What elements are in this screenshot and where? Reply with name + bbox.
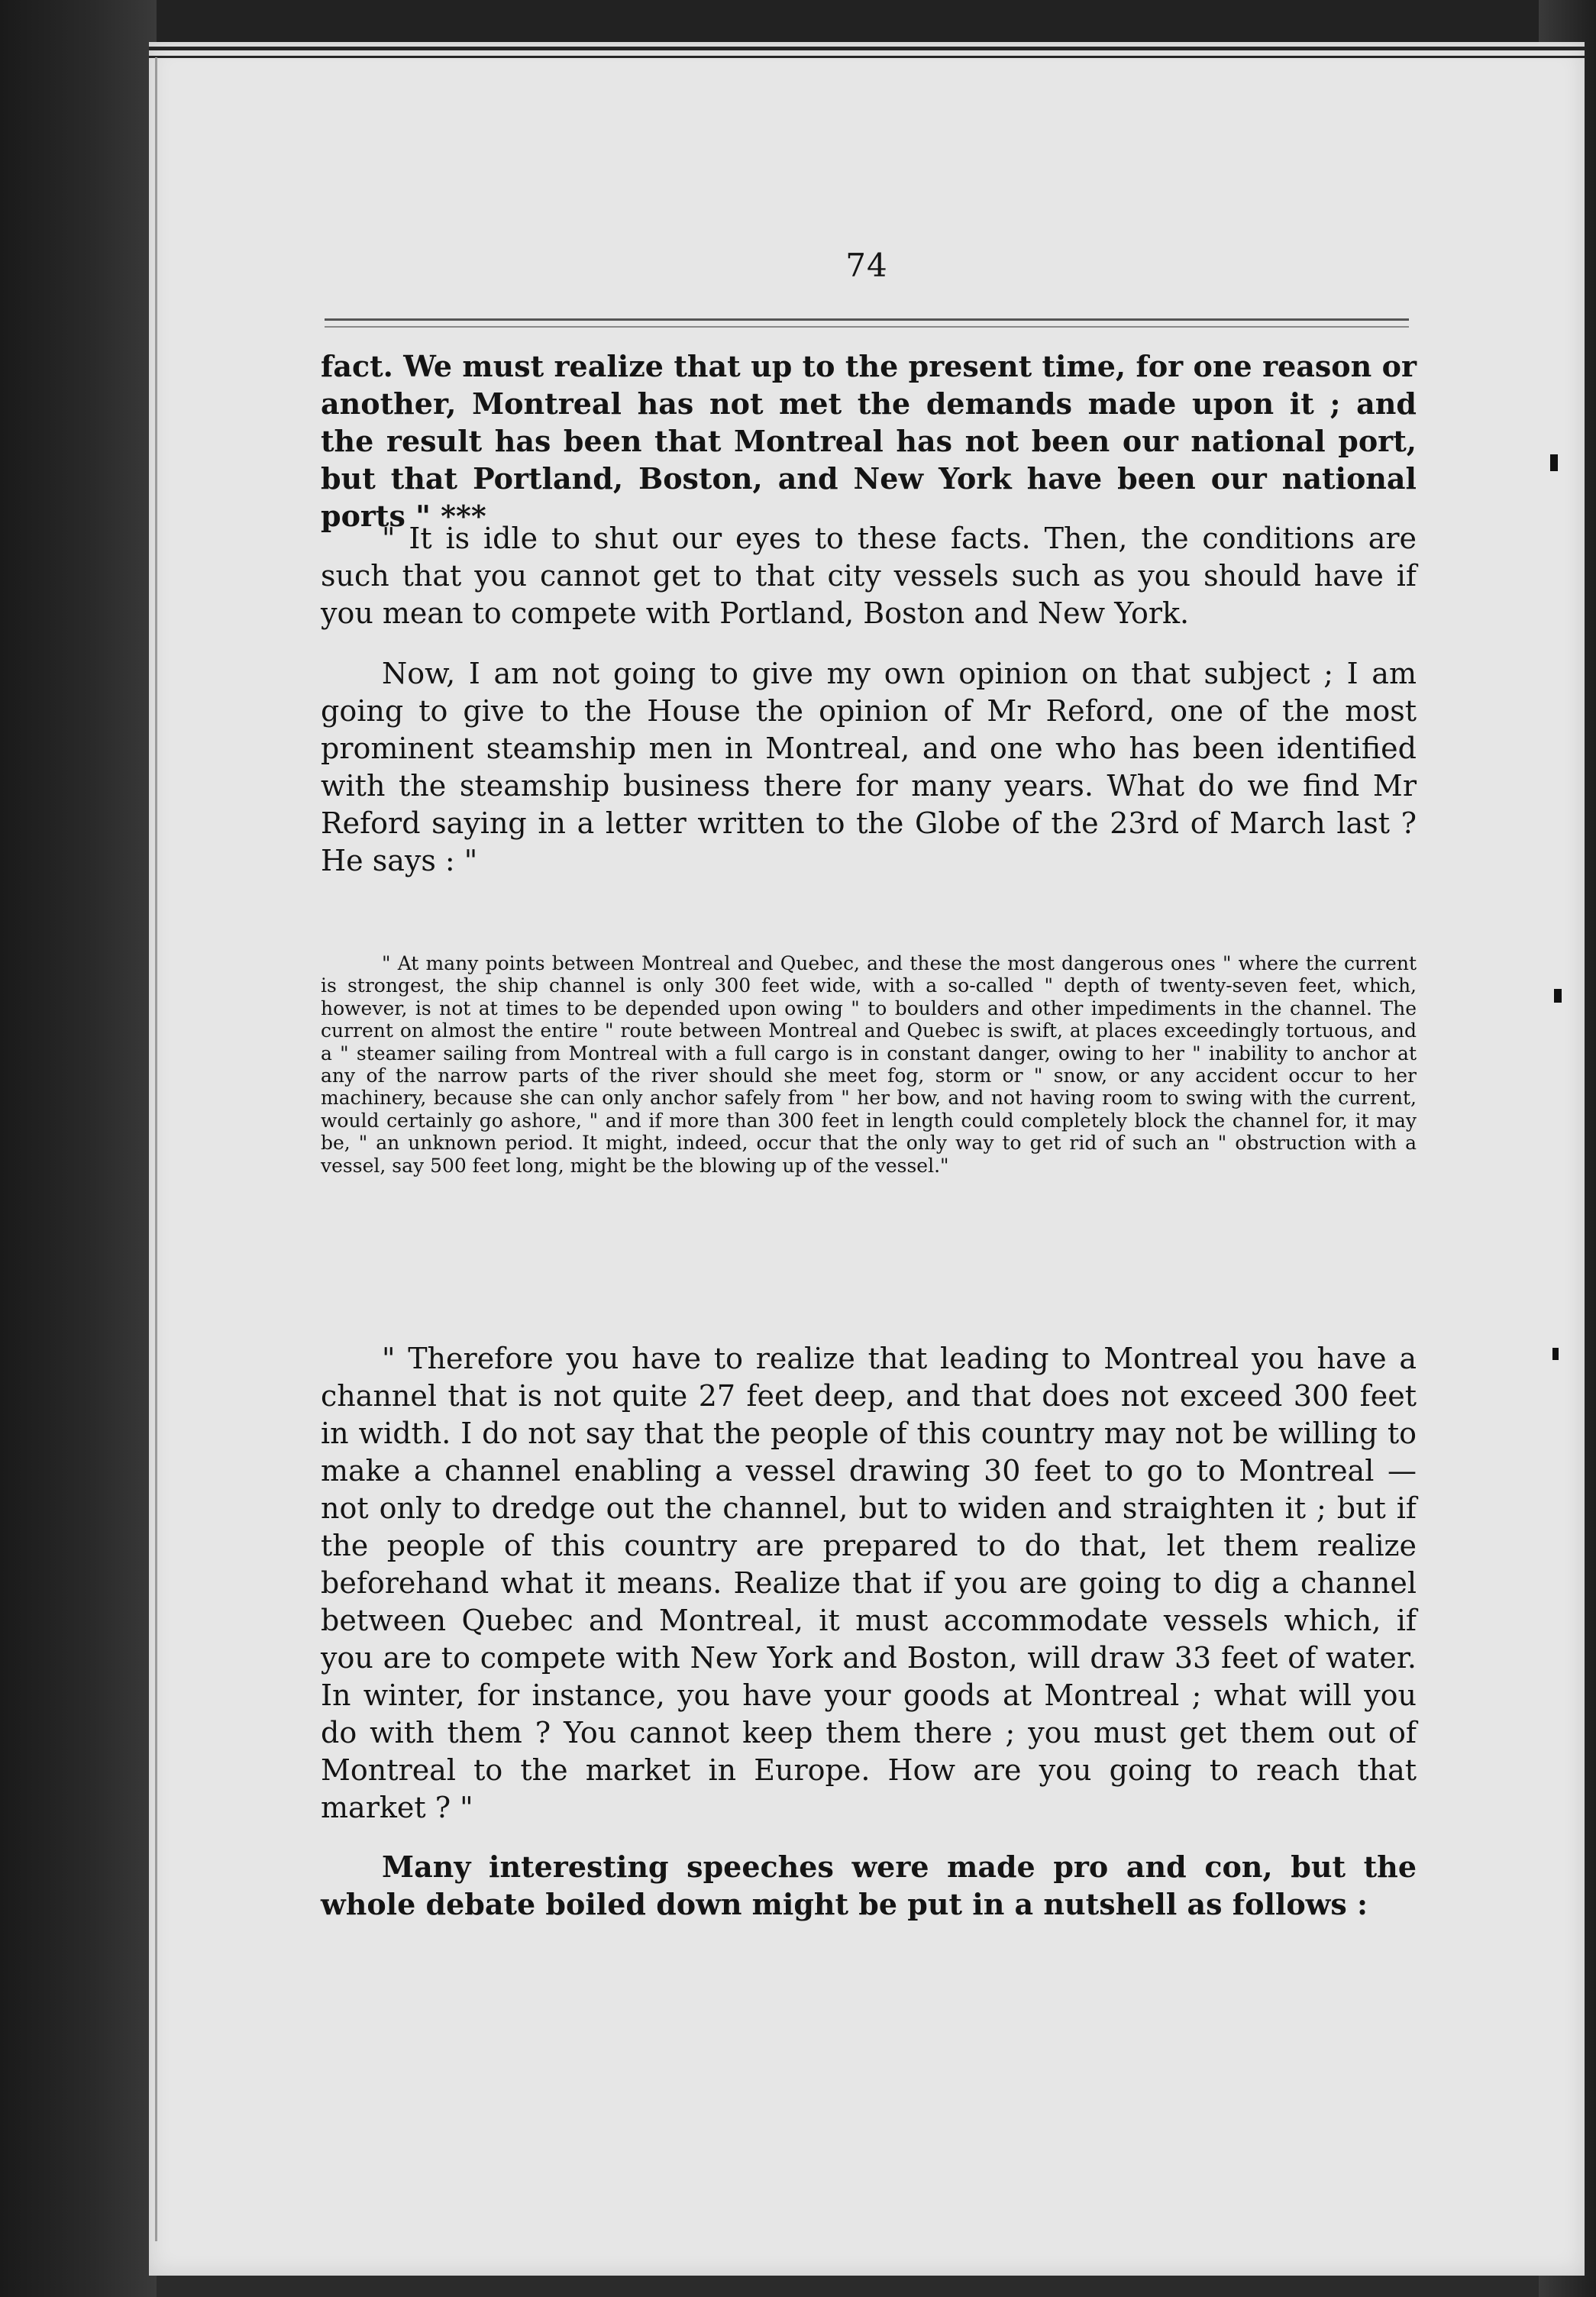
- quoted-letter: " At many points between Montreal and Quebec, and these the most dangerous ones " where the current is strongest, the ship channel is only 300 feet wide, with a so-called " depth of twenty-seven feet, which, however, is not at times to be depended upon owing " to boulders and other impediments in the channel. The current on almost the entire " route between Montreal and Quebec is swift, at places exceedingly tortuous, and a " steamer sailing from Montreal with a full cargo is in constant danger, owing to her " inability to anchor at any of the narrow parts of the river should she meet fog, storm or " snow, or any accident occur to her machinery, because she can only anchor safely from " her bow, and not having room to swing with the current, would certainly go ashore, " and if more than 300 feet in length could completely block the channel for, it may be, " an unknown period. It might, indeed, occur that the only way to get rid of such an " obstruction with a vessel, say 500 feet long, might be the blowing up of the vessel.": [321, 952, 1417, 1177]
- quoted-letter-block: [321, 952, 1417, 1177]
- scan-border-top: [0, 0, 1596, 42]
- paragraph-debate: Many interesting speeches were made pro and con, but the whole debate boiled down might be put in a nutshell as follows :: [321, 1850, 1417, 1921]
- top-border-rule: [149, 47, 1585, 50]
- top-border-rule-thin: [149, 56, 1585, 58]
- scan-speck: [1554, 989, 1562, 1003]
- paragraph-reford-intro: Now, I am not going to give my own opinion on that subject ; I am going to give to the House the opinion of Mr Reford, one of the most prominent steamship men in Montreal, and one who has been identified with the steamship business there for many years. What do we find Mr Reford saying in a letter written to the Globe of the 23rd of March last ? He says : ": [321, 657, 1417, 877]
- scan-speck: [1550, 454, 1558, 471]
- paragraph-therefore: " Therefore you have to realize that leading to Montreal you have a channel that is not quite 27 feet deep, and that does not exceed 300 feet in width. I do not say that the people of this country may not be willing to make a channel enabling a vessel drawing 30 feet to go to Montreal — not only to dredge out the channel, but to widen and straighten it ; but if the people of this country are prepared to do that, let them realize beforehand what it means. Realize that if you are going to dig a channel between Quebec and Montreal, it must accommodate vessels which, if you are to compete with New York and Boston, will draw 33 feet of water. In winter, for instance, you have your goods at Montreal ; what will you do with them ? You cannot keep them there ; you must get them out of Montreal to the market in Europe. How are you going to reach that market ? ": [321, 1342, 1417, 1824]
- paragraph-continuation: fact. We must realize that up to the present time, for one reason or another, Montreal has not met the demands made upon it ; and the result has been that Montreal has not been our national port, but that Portland, Boston, and New York have been our national ports " ***: [321, 349, 1417, 533]
- page-number: 74: [845, 247, 888, 284]
- paragraph-idle: " It is idle to shut our eyes to these facts. Then, the conditions are such that you cannot get to that city vessels such as you should have if you mean to compete with Portland, Boston and New York.: [321, 522, 1417, 630]
- body-text-section-1: [321, 347, 1417, 880]
- binding-margin-line: [155, 57, 157, 2241]
- document-page: [149, 42, 1585, 2276]
- scan-speck: [1552, 1348, 1559, 1360]
- header-rule-thin: [325, 326, 1409, 328]
- scan-border-left: [0, 0, 157, 2297]
- header-rule: [325, 318, 1409, 321]
- body-text-section-2: [321, 1340, 1417, 1923]
